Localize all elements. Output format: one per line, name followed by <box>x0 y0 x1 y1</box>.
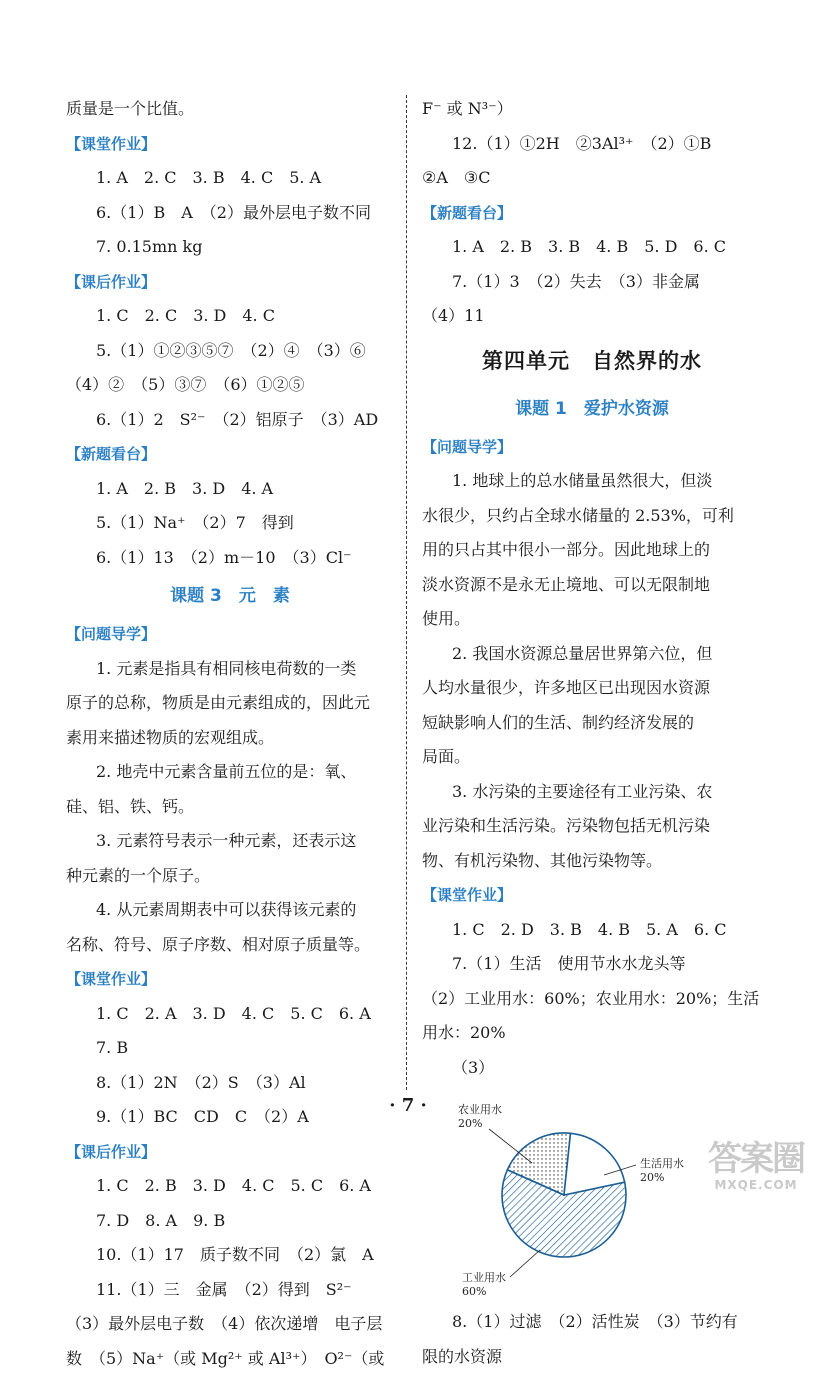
text-line: 用水：20% <box>422 1016 762 1051</box>
section-header: 【 课后作业 】 <box>66 265 394 300</box>
text-line: 2. 地壳中元素含量前五位的是：氧、 <box>66 755 394 790</box>
lesson-title: 课题 3 元 素 <box>66 575 394 617</box>
text-line: 1. C 2. B 3. D 4. C 5. C 6. A <box>66 1169 394 1204</box>
text-line: 7. D 8. A 9. B <box>66 1204 394 1239</box>
text-line: 5.（1）Na⁺ （2）7 得到 <box>66 506 394 541</box>
lesson-title: 课题 1 爱护水资源 <box>422 388 762 430</box>
watermark-logo <box>708 1140 804 1192</box>
page-number: · 7 · <box>0 1095 816 1116</box>
text-line: 1. A 2. C 3. B 4. C 5. A <box>66 161 394 196</box>
water-use-pie-chart <box>422 1085 762 1305</box>
text-line: 6.（1）B A （2）最外层电子数不同 <box>66 196 394 231</box>
watermark-text: 答案圈 <box>708 1140 804 1178</box>
section-header: 【 新题看台 】 <box>66 437 394 472</box>
section-header: 【 问题导学 】 <box>422 430 762 465</box>
text-line: 原子的总称，物质是由元素组成的，因此元 <box>66 686 394 721</box>
text-line: 7.（1）生活 使用节水水龙头等 <box>422 947 762 982</box>
slice-name-label: 工业用水 <box>462 1270 506 1284</box>
slice-percent-label: 20% <box>458 1117 482 1130</box>
left-column <box>66 92 394 1376</box>
text-line: 9.（1）BC CD C （2）A <box>66 1100 394 1135</box>
text-line: 3. 水污染的主要途径有工业污染、农 <box>422 775 762 810</box>
text-line: （4）11 <box>422 299 762 334</box>
text-line: （3）最外层电子数 （4）依次递增 电子层 <box>66 1307 394 1342</box>
text-line: 水很少，只约占全球水储量的 2.53%，可利 <box>422 499 762 534</box>
text-line: 2. 我国水资源总量居世界第六位，但 <box>422 637 762 672</box>
text-line: 业污染和生活污染。污染物包括无机污染 <box>422 809 762 844</box>
text-line: 1. C 2. A 3. D 4. C 5. C 6. A <box>66 997 394 1032</box>
text-line: 8.（1）2N （2）S （3）Al <box>66 1066 394 1101</box>
text-line: （4）② （5）③⑦ （6）①②⑤ <box>66 368 394 403</box>
text-line: F⁻ 或 N³⁻） <box>422 92 762 127</box>
text-line: 使用。 <box>422 602 762 637</box>
text-line: （2）工业用水：60%；农业用水：20%；生活 <box>422 982 762 1017</box>
text-line: 限的水资源 <box>422 1340 762 1375</box>
section-header: 【 课堂作业 】 <box>66 962 394 997</box>
text-line: 人均水量很少，许多地区已出现因水资源 <box>422 671 762 706</box>
section-header: 【 课后作业 】 <box>66 1135 394 1170</box>
text-line: 用的只占其中很小一部分。因此地球上的 <box>422 533 762 568</box>
text-line: 种元素的一个原子。 <box>66 859 394 894</box>
text-line: 7.（1）3 （2）失去 （3）非金属 <box>422 265 762 300</box>
text-line: 6.（1）2 S²⁻ （2）铝原子 （3）AD <box>66 403 394 438</box>
text-line: 质量是一个比值。 <box>66 92 394 127</box>
watermark-url: MXQE.COM <box>708 1178 804 1192</box>
text-line: 硅、铝、铁、钙。 <box>66 790 394 825</box>
text-line: （3） <box>422 1051 762 1086</box>
leader-line <box>510 1250 540 1277</box>
text-line: 8.（1）过滤 （2）活性炭 （3）节约有 <box>422 1305 762 1340</box>
text-line: 3. 元素符号表示一种元素，还表示这 <box>66 824 394 859</box>
text-line: 11.（1）三 金属 （2）得到 S²⁻ <box>66 1273 394 1308</box>
text-line: 1. C 2. D 3. B 4. B 5. A 6. C <box>422 913 762 948</box>
text-line: 7. B <box>66 1031 394 1066</box>
text-line: 物、有机污染物、其他污染物等。 <box>422 844 762 879</box>
section-header: 【 课堂作业 】 <box>66 127 394 162</box>
text-line: 7. 0.15mn kg <box>66 230 394 265</box>
text-line: 10.（1）17 质子数不同 （2）氯 A <box>66 1238 394 1273</box>
text-line: 1. A 2. B 3. B 4. B 5. D 6. C <box>422 230 762 265</box>
text-line: 数 （5）Na⁺（或 Mg²⁺ 或 Al³⁺） O²⁻（或 <box>66 1342 394 1376</box>
slice-percent-label: 20% <box>640 1171 664 1184</box>
text-line: 1. 地球上的总水储量虽然很大，但淡 <box>422 464 762 499</box>
text-line: 短缺影响人们的生活、制约经济发展的 <box>422 706 762 741</box>
text-line: 12.（1）①2H ②3Al³⁺ （2）①B <box>422 127 762 162</box>
unit-title: 第四单元 自然界的水 <box>422 334 762 388</box>
text-line: 6.（1）13 （2）m－10 （3）Cl⁻ <box>66 541 394 576</box>
text-line: 1. C 2. C 3. D 4. C <box>66 299 394 334</box>
text-line: 1. 元素是指具有相同核电荷数的一类 <box>66 652 394 687</box>
slice-name-label: 生活用水 <box>640 1156 684 1170</box>
text-line: 淡水资源不是永无止境地、可以无限制地 <box>422 568 762 603</box>
text-line: 1. A 2. B 3. D 4. A <box>66 472 394 507</box>
pie-svg <box>444 1085 704 1300</box>
section-header: 【 问题导学 】 <box>66 617 394 652</box>
slice-name-label: 农业用水 <box>458 1102 502 1116</box>
text-line: 局面。 <box>422 740 762 775</box>
text-line: ②A ③C <box>422 161 762 196</box>
slice-percent-label: 60% <box>462 1285 486 1298</box>
text-line: 5.（1）①②③⑤⑦ （2）④ （3）⑥ <box>66 334 394 369</box>
text-line: 名称、符号、原子序数、相对原子质量等。 <box>66 928 394 963</box>
section-header: 【 课堂作业 】 <box>422 878 762 913</box>
text-line: 4. 从元素周期表中可以获得该元素的 <box>66 893 394 928</box>
section-header: 【 新题看台 】 <box>422 196 762 231</box>
text-line: 素用来描述物质的宏观组成。 <box>66 721 394 756</box>
column-divider <box>406 95 407 1090</box>
